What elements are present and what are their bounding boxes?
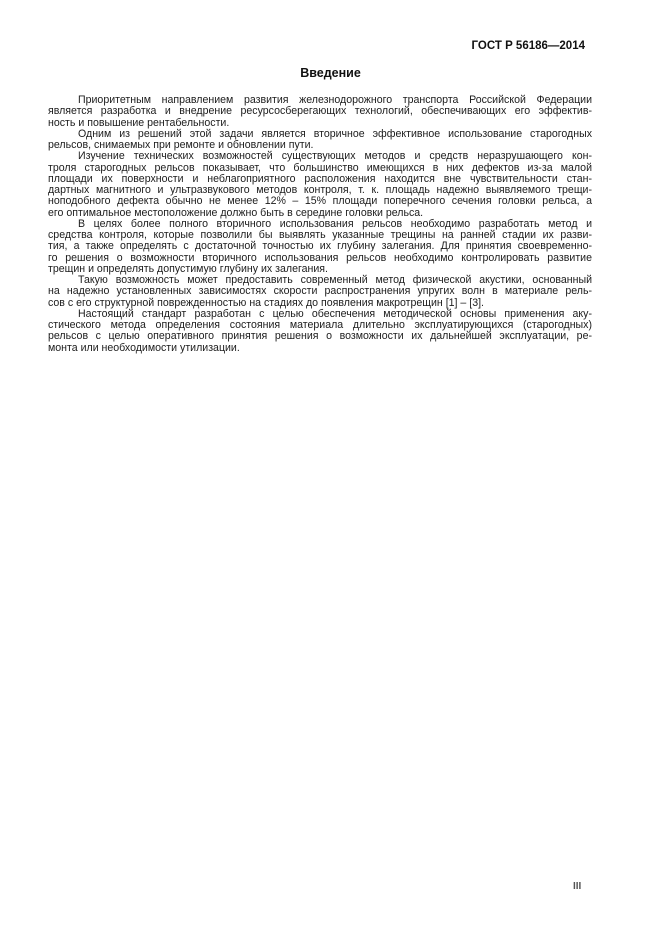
text-line: го решения о возможности вторичного использования рельсов необходимо контролировать развитие	[48, 251, 592, 264]
paragraph	[48, 219, 592, 275]
text-line: Настоящий стандарт разработан с целью обеспечения методической основы применения аку-	[78, 307, 592, 320]
text-line: его оптимальное местоположение должно быть в середине головки рельса.	[48, 206, 424, 219]
paragraph	[48, 129, 592, 152]
text-line: Приоритетным направлением развития железнодорожного транспорта Российской Федерации	[78, 94, 592, 106]
paragraph	[48, 275, 592, 309]
introduction-body	[48, 95, 592, 354]
paragraph	[48, 151, 592, 219]
text-line: Изучение технических возможностей существующих методов и средств неразрушающего кон-	[78, 150, 592, 163]
text-line: В целях более полного вторичного использования рельсов необходимо разработать метод и	[78, 217, 592, 230]
text-line: площади их поверхности и неблагоприятного расположения находится вне чувствительности стан-	[48, 172, 592, 185]
text-line: ноподобного дефекта обычно не менее 12% – 15% площади поперечного сечения головки рельса, а	[48, 195, 592, 208]
text-line: троля старогодных рельсов показывает, что большинство имеющихся в них дефектов из-за малой	[48, 161, 592, 174]
section-title: Введение	[300, 66, 361, 80]
text-line: дартных магнитного и ультразвукового методов контроля, т. к. площадь надежно выявляемого трещи-	[48, 184, 592, 196]
paragraph	[48, 309, 592, 354]
text-line: средства контроля, которые позволили бы выявлять указанные трещины на ранней стадии их разви-	[48, 229, 592, 241]
text-line: монта или необходимости утилизации.	[48, 341, 240, 354]
text-line: трещин и определять допустимую глубину их залегания.	[48, 262, 328, 275]
text-line: на надежно установленных зависимостях скорости распространения упругих волн в материале рель-	[48, 285, 592, 298]
text-line: Одним из решений этой задачи является вторичное эффективное использование старогодных	[78, 127, 592, 140]
text-line: рельсов, снимаемых при ремонте и обновлении пути.	[48, 139, 314, 151]
text-line: Такую возможность может предоставить современный метод физической акустики, основанный	[78, 274, 592, 286]
text-line: сов с его структурной поврежденностью на стадиях до появления макротрещин [1] – [3].	[48, 296, 484, 309]
page-number: III	[573, 881, 582, 892]
text-line: ность и повышение рентабельности.	[48, 116, 230, 129]
text-line: тия, а также определять с достаточной точностью их глубину залегания. Для принятия своевременно-	[48, 240, 592, 253]
text-line: стического метода определения состояния материала длительно эксплуатирующихся (старогодных)	[48, 319, 592, 331]
text-line: является разработка и внедрение ресурсосберегающих технологий, обеспечивающих его эффектив-	[48, 105, 592, 118]
text-line: рельсов с целью оперативного принятия решения о возможности их дальнейшей эксплуатации, ре-	[48, 330, 592, 343]
document-code: ГОСТ Р 56186—2014	[471, 40, 585, 52]
paragraph	[48, 95, 592, 129]
